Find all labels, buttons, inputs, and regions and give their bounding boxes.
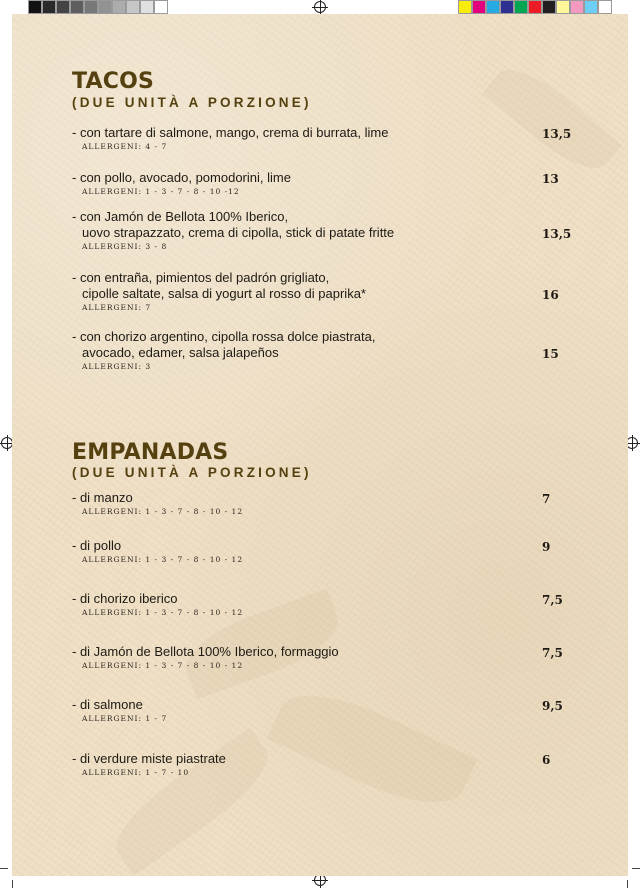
color-swatch — [140, 0, 154, 14]
allergens: ALLERGENI: 1 - 3 - 7 - 8 - 10 -12 — [82, 187, 240, 196]
color-swatch — [56, 0, 70, 14]
crop-mark — [627, 880, 628, 888]
dish-name: - con pollo, avocado, pomodorini, lime — [72, 170, 291, 185]
crop-mark — [12, 880, 13, 888]
allergens: ALLERGENI: 1 - 7 - 10 — [82, 768, 190, 777]
dish-description: cipolle saltate, salsa di yogurt al rosso di paprika* — [82, 286, 366, 301]
dish-name: - con chorizo argentino, cipolla rossa dolce piastrata, — [72, 329, 376, 344]
menu-item — [72, 591, 572, 619]
color-swatch — [542, 0, 556, 14]
color-swatch — [598, 0, 612, 14]
color-swatch — [486, 0, 500, 14]
allergens: ALLERGENI: 3 - 8 — [82, 242, 168, 251]
palm-leaf-decoration — [103, 727, 282, 875]
dish-name: - con tartare di salmone, mango, crema di burrata, lime — [72, 125, 389, 140]
color-swatch — [98, 0, 112, 14]
price: 15 — [542, 347, 559, 361]
price: 13,5 — [542, 227, 572, 241]
color-swatch — [126, 0, 140, 14]
color-swatch — [528, 0, 542, 14]
dish-name: - di chorizo iberico — [72, 591, 178, 606]
menu-item — [72, 170, 572, 198]
dish-name: - di salmone — [72, 697, 143, 712]
dish-name: - di verdure miste piastrate — [72, 751, 226, 766]
menu-item — [72, 329, 572, 373]
color-swatch — [112, 0, 126, 14]
price: 7,5 — [542, 593, 563, 607]
color-swatch — [570, 0, 584, 14]
allergens: ALLERGENI: 1 - 3 - 7 - 8 - 10 - 12 — [82, 661, 244, 670]
grey-color-bar — [28, 0, 168, 14]
dish-description: uovo strapazzato, crema di cipolla, stick di patate fritte — [82, 225, 395, 240]
color-swatch — [500, 0, 514, 14]
color-swatch — [28, 0, 42, 14]
color-swatch — [70, 0, 84, 14]
price: 6 — [542, 753, 551, 767]
color-swatch — [154, 0, 168, 14]
empanadas-title: EMPANADAS — [72, 440, 229, 465]
allergens: ALLERGENI: 7 — [82, 303, 152, 312]
registration-mark-top — [314, 1, 326, 13]
process-color-bar — [458, 0, 612, 14]
color-swatch — [458, 0, 472, 14]
menu-item — [72, 125, 572, 153]
allergens: ALLERGENI: 1 - 7 — [82, 714, 168, 723]
price: 7,5 — [542, 646, 563, 660]
menu-item — [72, 270, 572, 314]
price: 13,5 — [542, 127, 572, 141]
crop-mark — [632, 868, 640, 869]
price: 16 — [542, 288, 559, 302]
crop-mark — [0, 868, 8, 869]
price: 9,5 — [542, 699, 563, 713]
allergens: ALLERGENI: 3 — [82, 362, 152, 371]
color-swatch — [42, 0, 56, 14]
price: 9 — [542, 540, 551, 554]
color-swatch — [472, 0, 486, 14]
menu-item — [72, 751, 572, 779]
color-swatch — [514, 0, 528, 14]
tacos-title: TACOS — [72, 69, 155, 94]
menu-item — [72, 209, 572, 253]
dish-name: - con Jamón de Bellota 100% Iberico, — [72, 209, 289, 224]
dish-name: - di manzo — [72, 490, 133, 505]
allergens: ALLERGENI: 1 - 3 - 7 - 8 - 10 - 12 — [82, 555, 244, 564]
color-swatch — [584, 0, 598, 14]
menu-item — [72, 697, 572, 725]
dish-description: avocado, edamer, salsa jalapeños — [82, 345, 279, 360]
menu-item — [72, 490, 572, 518]
tacos-subtitle: (DUE UNITÀ A PORZIONE) — [72, 95, 312, 110]
menu-item — [72, 644, 572, 672]
price: 13 — [542, 172, 559, 186]
color-swatch — [84, 0, 98, 14]
allergens: ALLERGENI: 1 - 3 - 7 - 8 - 10 - 12 — [82, 608, 244, 617]
color-swatch — [556, 0, 570, 14]
allergens: ALLERGENI: 1 - 3 - 7 - 8 - 10 - 12 — [82, 507, 244, 516]
menu-item — [72, 538, 572, 566]
palm-leaf-decoration — [482, 55, 621, 183]
dish-name: - di pollo — [72, 538, 122, 553]
dish-name: - con entraña, pimientos del padrón grigliato, — [72, 270, 330, 285]
price: 7 — [542, 492, 551, 506]
dish-name: - di Jamón de Bellota 100% Iberico, formaggio — [72, 644, 339, 659]
allergens: ALLERGENI: 4 - 7 — [82, 142, 168, 151]
empanadas-subtitle: (DUE UNITÀ A PORZIONE) — [72, 465, 312, 480]
